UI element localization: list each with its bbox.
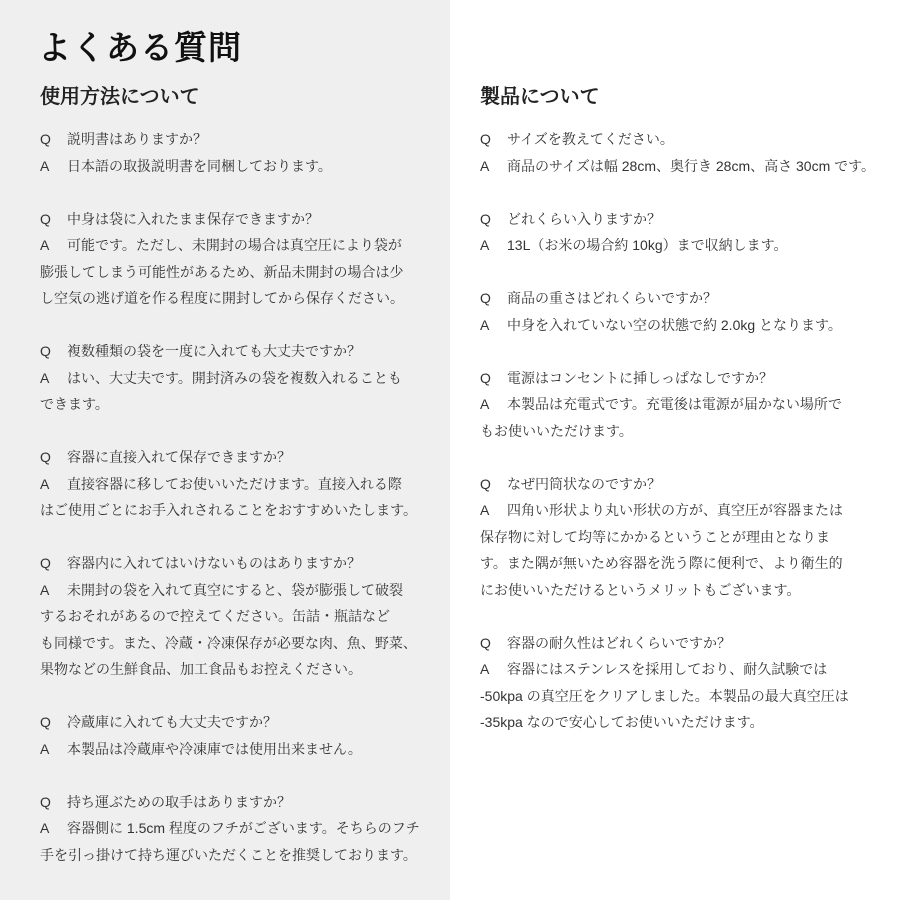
question-label: Q xyxy=(40,210,51,227)
question xyxy=(40,206,440,233)
answer-continuation-text: 保存物に対して均等にかかるということが理由となりま xyxy=(480,528,830,545)
question-label: Q xyxy=(40,714,51,730)
answer-label: A xyxy=(40,369,50,386)
answer xyxy=(40,232,440,259)
answer xyxy=(40,365,440,392)
faq-item xyxy=(480,630,880,736)
answer-text: 13L（お米の場合約 10kg）まで収納します。 xyxy=(507,237,788,253)
answer-text: 日本語の取扱説明書を同梱しております。 xyxy=(67,157,332,174)
answer-continuation-text: 手を引っ掛けて持ち運びいただくことを推奨しております。 xyxy=(40,846,417,863)
faq-item xyxy=(40,550,440,683)
question xyxy=(40,550,440,577)
answer-label: A xyxy=(480,396,490,412)
question xyxy=(480,365,880,392)
question-label: Q xyxy=(40,343,51,359)
answer-continuation xyxy=(40,285,440,312)
answer-label: A xyxy=(40,157,50,174)
answer-continuation xyxy=(40,497,440,524)
question xyxy=(480,126,880,153)
answer-text: 未開封の袋を入れて真空にすると、袋が膨張して破裂 xyxy=(67,581,403,598)
faq-item xyxy=(40,444,440,524)
question xyxy=(480,206,880,233)
answer-continuation xyxy=(480,524,880,551)
answer-text: 直接容器に移してお使いいただけます。直接入れる際 xyxy=(67,475,402,492)
question-label: Q xyxy=(480,634,491,651)
answer xyxy=(40,736,440,763)
question-text: 容器の耐久性はどれくらいですか？ xyxy=(507,634,731,651)
answer-text: 商品のサイズは幅 28cm、奥行き 28cm、高さ 30cm です。 xyxy=(507,157,876,174)
answer-label: A xyxy=(40,475,50,492)
answer-continuation xyxy=(40,603,440,630)
answer xyxy=(480,232,880,259)
answer xyxy=(480,656,880,683)
question-label: Q xyxy=(480,369,491,386)
answer-continuation xyxy=(40,391,440,418)
question xyxy=(40,338,440,365)
answer-continuation-text: 膨張してしまう可能性があるため、新品未開封の場合は少 xyxy=(40,263,404,280)
question xyxy=(480,471,880,498)
answer-text: 四角い形状より丸い形状の方が、真空圧が容器または xyxy=(507,502,843,518)
question-text: どれくらい入りますか？ xyxy=(507,210,661,227)
answer-label: A xyxy=(480,157,490,174)
answer-label: A xyxy=(480,316,490,333)
answer xyxy=(40,815,440,842)
answer-continuation-text: し空気の逃げ道を作る程度に開封してから保存ください。 xyxy=(40,290,404,306)
faq-item xyxy=(480,206,880,259)
section-usage xyxy=(40,84,440,895)
answer-continuation-text: にお使いいただけるというメリットもございます。 xyxy=(480,581,801,598)
answer xyxy=(40,471,440,498)
answer-continuation-text: できます。 xyxy=(40,396,109,412)
answer-label: A xyxy=(480,237,490,253)
question-text: 複数種類の袋を一度に入れても大丈夫ですか？ xyxy=(67,343,361,359)
question-text: 容器に直接入れて保存できますか？ xyxy=(67,449,291,465)
section-heading: 製品について xyxy=(480,86,600,108)
answer-continuation xyxy=(40,656,440,683)
faq-item xyxy=(480,365,880,445)
answer-continuation xyxy=(480,683,880,710)
question-label: Q xyxy=(40,793,51,810)
question-label: Q xyxy=(480,475,491,492)
answer-label: A xyxy=(480,661,490,677)
faq-item xyxy=(480,126,880,179)
answer-label: A xyxy=(40,581,50,598)
question xyxy=(40,789,440,816)
faq-item xyxy=(40,126,440,179)
answer-continuation xyxy=(480,418,880,445)
answer xyxy=(480,153,880,180)
answer-continuation-text: す。また隅が無いため容器を洗う際に便利で、より衛生的 xyxy=(480,555,843,571)
answer-continuation xyxy=(40,630,440,657)
question xyxy=(40,126,440,153)
question-text: 冷蔵庫に入れても大丈夫ですか？ xyxy=(67,714,277,730)
answer-label: A xyxy=(480,502,490,518)
page-title: よくある質問 xyxy=(38,29,242,66)
answer-text: 可能です。ただし、未開封の場合は真空圧により袋が xyxy=(67,237,402,253)
answer xyxy=(480,391,880,418)
question-text: 容器内に入れてはいけないものはありますか？ xyxy=(67,555,361,571)
answer-continuation-text: はご使用ごとにお手入れされることをおすすめいたします。 xyxy=(40,502,418,518)
question-text: 商品の重さはどれくらいですか？ xyxy=(507,290,717,306)
question-text: なぜ円筒状なのですか？ xyxy=(507,475,661,492)
answer-continuation-text: するおそれがあるので控えてください。缶詰・瓶詰など xyxy=(40,608,390,624)
question-label: Q xyxy=(480,210,491,227)
question-text: 説明書はありますか？ xyxy=(67,131,207,147)
answer-continuation-text: もお使いいただけます。 xyxy=(480,422,633,439)
question xyxy=(480,285,880,312)
answer-label: A xyxy=(40,740,50,757)
question-label: Q xyxy=(40,131,51,147)
question xyxy=(40,444,440,471)
answer-text: 容器側に 1.5cm 程度のフチがございます。そちらのフチ xyxy=(67,820,420,836)
section-heading: 使用方法について xyxy=(40,86,200,108)
question-label: Q xyxy=(40,449,51,465)
answer-label: A xyxy=(40,237,50,253)
answer-text: 中身を入れていない空の状態で約 2.0kg となります。 xyxy=(507,316,842,333)
question-label: Q xyxy=(40,555,51,571)
answer xyxy=(480,312,880,339)
answer-continuation-text: も同様です。また、冷蔵・冷凍保存が必要な肉、魚、野菜、 xyxy=(40,634,417,651)
question-text: 中身は袋に入れたまま保存できますか？ xyxy=(67,210,319,227)
section-product xyxy=(480,84,880,762)
question xyxy=(480,630,880,657)
faq-item xyxy=(480,471,880,604)
answer-text: はい、大丈夫です。開封済みの袋を複数入れることも xyxy=(67,369,402,386)
answer xyxy=(40,153,440,180)
answer-continuation xyxy=(480,577,880,604)
answer-text: 本製品は冷蔵庫や冷凍庫では使用出来ません。 xyxy=(67,740,362,757)
answer xyxy=(480,497,880,524)
question-text: 電源はコンセントに挿しっぱなしですか？ xyxy=(507,369,773,386)
answer-continuation-text: -35kpa なので安心してお使いいただけます。 xyxy=(480,714,764,730)
answer-continuation-text: 果物などの生鮮食品、加工食品もお控えください。 xyxy=(40,661,362,677)
faq-item xyxy=(40,338,440,418)
question xyxy=(40,709,440,736)
question-label: Q xyxy=(480,290,491,306)
question-label: Q xyxy=(480,131,491,147)
answer-label: A xyxy=(40,820,50,836)
question-text: 持ち運ぶための取手はありますか？ xyxy=(67,793,291,810)
faq-item xyxy=(40,789,440,869)
faq-item xyxy=(40,709,440,762)
answer-text: 容器にはステンレスを採用しており、耐久試験では xyxy=(507,661,828,677)
answer-text: 本製品は充電式です。充電後は電源が届かない場所で xyxy=(507,396,842,412)
answer-continuation xyxy=(480,550,880,577)
faq-item xyxy=(40,206,440,312)
faq-item xyxy=(480,285,880,338)
answer-continuation-text: -50kpa の真空圧をクリアしました。本製品の最大真空圧は xyxy=(480,687,849,704)
question-text: サイズを教えてください。 xyxy=(507,131,674,147)
answer-continuation xyxy=(480,709,880,736)
answer xyxy=(40,577,440,604)
answer-continuation xyxy=(40,842,440,869)
answer-continuation xyxy=(40,259,440,286)
